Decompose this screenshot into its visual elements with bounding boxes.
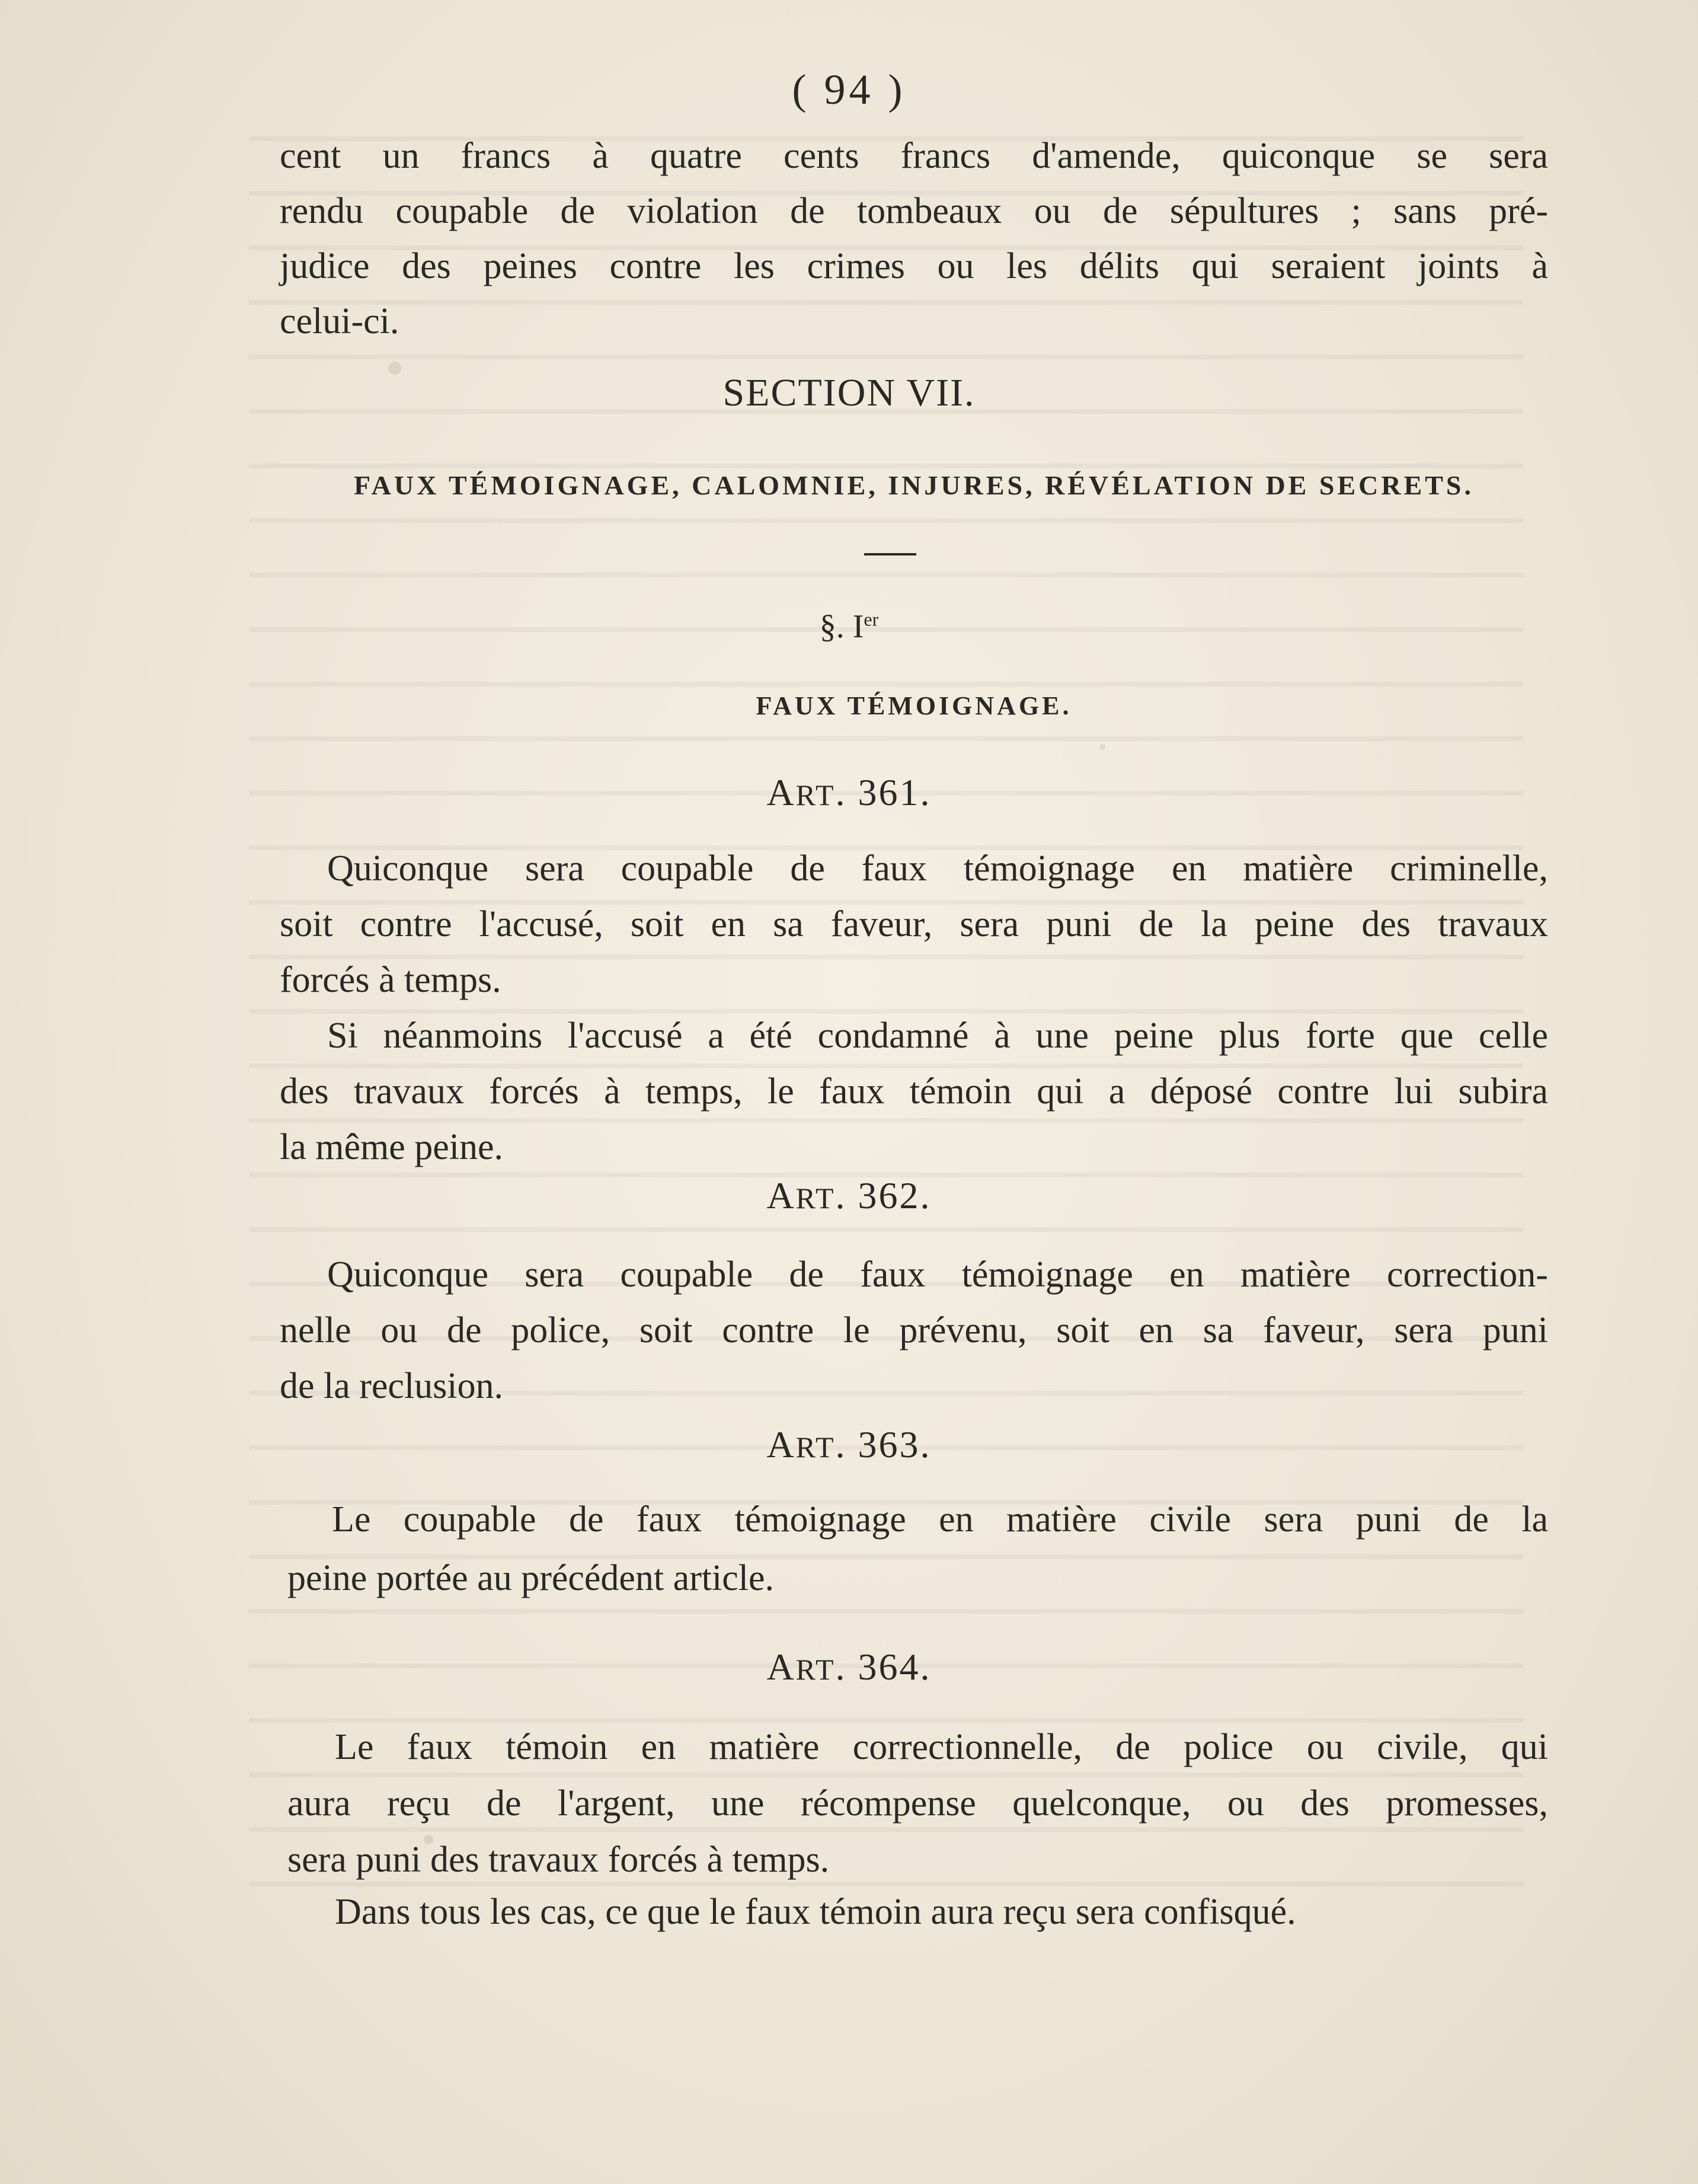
article-361-heading bbox=[0, 771, 1698, 815]
paragraph-sign bbox=[0, 608, 1698, 646]
article-362-heading bbox=[0, 1174, 1698, 1218]
heading-number: . 364. bbox=[835, 1646, 932, 1688]
article-364-line-2: aura reçu de l'argent, une récompense quelconque, ou des promesses, bbox=[287, 1783, 1548, 1824]
heading-number: . 361. bbox=[835, 771, 932, 813]
heading-smallcaps: RT bbox=[795, 1431, 836, 1464]
intro-line-4: celui-ci. bbox=[280, 301, 399, 341]
section-subtitle: FAUX TÉMOIGNAGE, CALOMNIE, INJURES, RÉVÉLATION DE SECRETS. bbox=[353, 470, 1475, 500]
heading-number: . 363. bbox=[835, 1423, 932, 1465]
article-364-line-4: Dans tous les cas, ce que le faux témoin aura reçu sera confisqué. bbox=[335, 1892, 1296, 1932]
heading-initial: A bbox=[766, 1174, 796, 1216]
heading-initial: A bbox=[766, 1646, 796, 1688]
article-364-line-3: sera puni des travaux forcés à temps. bbox=[287, 1840, 830, 1880]
article-363-line-2: peine portée au précédent article. bbox=[287, 1558, 775, 1598]
article-363-heading bbox=[0, 1423, 1698, 1467]
heading-smallcaps: RT bbox=[795, 1653, 836, 1686]
article-361-line-6: la même peine. bbox=[280, 1127, 503, 1167]
article-364-line-1: Le faux témoin en matière correctionnelle, de police ou civile, qui bbox=[335, 1727, 1548, 1767]
article-362-line-3: de la reclusion. bbox=[280, 1366, 504, 1406]
section-title: SECTION VII. bbox=[722, 371, 976, 414]
article-361-line-2: soit contre l'accusé, soit en sa faveur, sera puni de la peine des travaux bbox=[280, 904, 1548, 944]
article-361-line-4: Si néanmoins l'accusé a été condamné à une peine plus forte que celle bbox=[327, 1016, 1548, 1056]
heading-smallcaps: RT bbox=[795, 1182, 836, 1215]
page-number: ( 94 ) bbox=[792, 66, 906, 113]
article-361-line-3: forcés à temps. bbox=[280, 960, 501, 1000]
section-divider bbox=[864, 553, 916, 555]
intro-line-2: rendu coupable de violation de tombeaux ou de sépultures ; sans pré- bbox=[280, 191, 1548, 231]
intro-line-1: cent un francs à quatre cents francs d'amende, quiconque se sera bbox=[280, 136, 1548, 176]
article-361-line-1: Quiconque sera coupable de faux témoignage en matière criminelle, bbox=[327, 848, 1548, 889]
heading-smallcaps: RT bbox=[795, 778, 836, 812]
intro-line-3: judice des peines contre les crimes ou les délits qui seraient joints à bbox=[280, 246, 1548, 286]
paragraph-sign-text: §. I bbox=[819, 608, 864, 645]
heading-initial: A bbox=[766, 771, 796, 813]
article-362-line-2: nelle ou de police, soit contre le prévenu, soit en sa faveur, sera puni bbox=[280, 1310, 1548, 1350]
heading-number: . 362. bbox=[835, 1174, 932, 1216]
article-361-line-5: des travaux forcés à temps, le faux témoin qui a déposé contre lui subira bbox=[280, 1071, 1548, 1112]
article-363-line-1: Le coupable de faux témoignage en matière civile sera puni de la bbox=[332, 1499, 1548, 1540]
article-362-line-1: Quiconque sera coupable de faux témoignage en matière correction- bbox=[327, 1254, 1548, 1295]
article-364-heading bbox=[0, 1645, 1698, 1689]
foxing-spot bbox=[1099, 744, 1105, 750]
paragraph-title: FAUX TÉMOIGNAGE. bbox=[756, 691, 1072, 720]
paragraph-sign-sup: er bbox=[864, 608, 879, 630]
heading-initial: A bbox=[766, 1423, 796, 1465]
